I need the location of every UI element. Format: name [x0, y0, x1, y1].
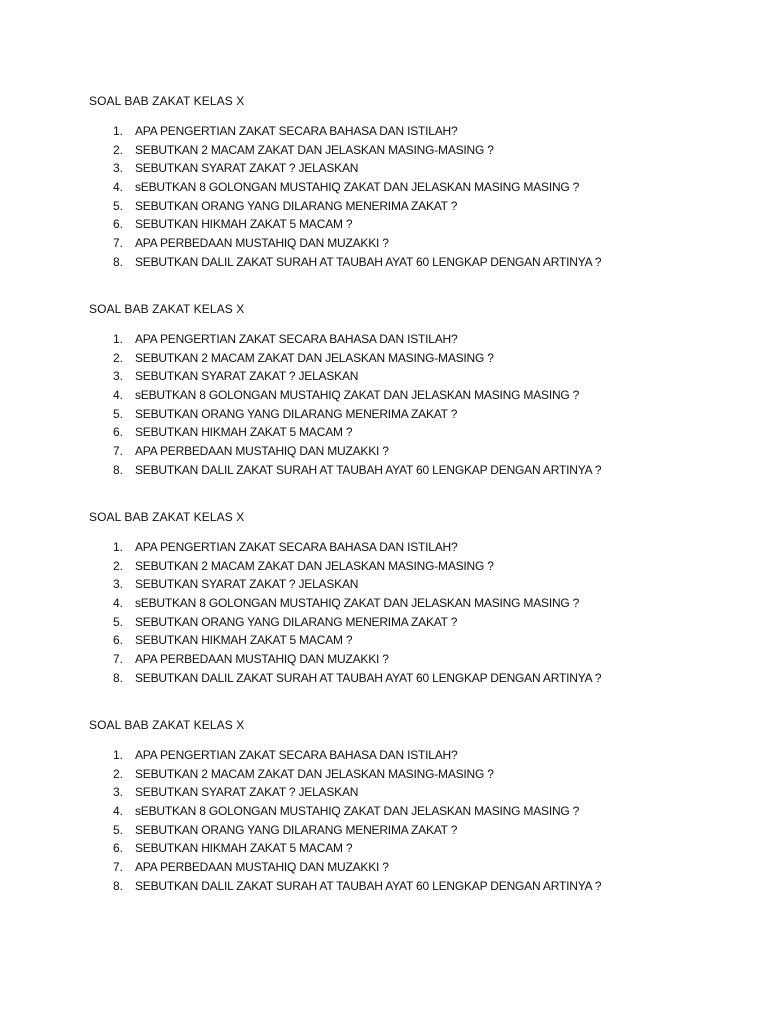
section-title: SOAL BAB ZAKAT KELAS X: [89, 718, 245, 732]
question-item: [89, 746, 729, 765]
question-number: 3.: [113, 161, 124, 176]
question-text: SEBUTKAN DALIL ZAKAT SURAH AT TAUBAH AYAT 60 LENGKAP DENGAN ARTINYA ?: [135, 878, 602, 893]
question-number: 5.: [113, 614, 124, 629]
question-text: sEBUTKAN 8 GOLONGAN MUSTAHIQ ZAKAT DAN JELASKAN MASING MASING ?: [135, 388, 580, 403]
question-number: 5.: [113, 822, 124, 837]
question-item: [89, 234, 729, 253]
question-text: SEBUTKAN ORANG YANG DILARANG MENERIMA ZAKAT ?: [135, 198, 458, 213]
question-text: SEBUTKAN ORANG YANG DILARANG MENERIMA ZAKAT ?: [135, 822, 458, 837]
question-item: [89, 669, 729, 688]
question-item: [89, 423, 729, 442]
question-list: [89, 746, 729, 896]
question-text: SEBUTKAN HIKMAH ZAKAT 5 MACAM ?: [135, 217, 353, 232]
question-text: sEBUTKAN 8 GOLONGAN MUSTAHIQ ZAKAT DAN JELASKAN MASING MASING ?: [135, 180, 580, 195]
question-item: [89, 330, 729, 349]
question-number: 6.: [113, 217, 124, 232]
question-item: [89, 159, 729, 178]
question-list: [89, 538, 729, 688]
question-text: APA PERBEDAAN MUSTAHIQ DAN MUZAKKI ?: [135, 236, 389, 251]
question-item: [89, 557, 729, 576]
question-section-1: [89, 94, 729, 272]
question-number: 8.: [113, 878, 124, 893]
question-item: [89, 858, 729, 877]
question-item: [89, 386, 729, 405]
question-item: [89, 461, 729, 480]
question-list: [89, 122, 729, 272]
question-item: [89, 575, 729, 594]
question-item: [89, 442, 729, 461]
question-item: [89, 631, 729, 650]
question-section-4: [89, 718, 729, 896]
question-number: 8.: [113, 462, 124, 477]
question-number: 3.: [113, 785, 124, 800]
question-item: [89, 594, 729, 613]
question-text: SEBUTKAN DALIL ZAKAT SURAH AT TAUBAH AYAT 60 LENGKAP DENGAN ARTINYA ?: [135, 462, 602, 477]
question-number: 4.: [113, 180, 124, 195]
question-section-2: [89, 302, 729, 480]
question-number: 7.: [113, 444, 124, 459]
question-number: 7.: [113, 236, 124, 251]
question-text: SEBUTKAN 2 MACAM ZAKAT DAN JELASKAN MASING-MASING ?: [135, 350, 494, 365]
question-item: [89, 538, 729, 557]
question-number: 2.: [113, 558, 124, 573]
question-text: SEBUTKAN 2 MACAM ZAKAT DAN JELASKAN MASING-MASING ?: [135, 766, 494, 781]
question-text: APA PERBEDAAN MUSTAHIQ DAN MUZAKKI ?: [135, 652, 389, 667]
question-item: [89, 405, 729, 424]
question-section-3: [89, 510, 729, 688]
question-number: 4.: [113, 596, 124, 611]
question-text: APA PERBEDAAN MUSTAHIQ DAN MUZAKKI ?: [135, 860, 389, 875]
section-title: SOAL BAB ZAKAT KELAS X: [89, 94, 245, 108]
question-text: SEBUTKAN SYARAT ZAKAT ? JELASKAN: [135, 161, 359, 176]
question-text: APA PERBEDAAN MUSTAHIQ DAN MUZAKKI ?: [135, 444, 389, 459]
question-text: sEBUTKAN 8 GOLONGAN MUSTAHIQ ZAKAT DAN JELASKAN MASING MASING ?: [135, 596, 580, 611]
question-item: [89, 821, 729, 840]
question-number: 6.: [113, 425, 124, 440]
question-list: [89, 330, 729, 480]
question-number: 4.: [113, 388, 124, 403]
question-item: [89, 613, 729, 632]
question-item: [89, 765, 729, 784]
question-number: 1.: [113, 124, 124, 138]
question-item: [89, 178, 729, 197]
question-number: 4.: [113, 804, 124, 819]
question-number: 2.: [113, 766, 124, 781]
question-text: sEBUTKAN 8 GOLONGAN MUSTAHIQ ZAKAT DAN JELASKAN MASING MASING ?: [135, 804, 580, 819]
question-item: [89, 253, 729, 272]
question-item: [89, 215, 729, 234]
question-text: SEBUTKAN HIKMAH ZAKAT 5 MACAM ?: [135, 425, 353, 440]
question-text: SEBUTKAN ORANG YANG DILARANG MENERIMA ZAKAT ?: [135, 406, 458, 421]
question-text: APA PENGERTIAN ZAKAT SECARA BAHASA DAN ISTILAH?: [135, 748, 458, 762]
question-text: SEBUTKAN 2 MACAM ZAKAT DAN JELASKAN MASING-MASING ?: [135, 142, 494, 157]
question-item: [89, 839, 729, 858]
section-title: SOAL BAB ZAKAT KELAS X: [89, 510, 245, 524]
question-item: [89, 122, 729, 141]
question-item: [89, 650, 729, 669]
question-text: SEBUTKAN DALIL ZAKAT SURAH AT TAUBAH AYAT 60 LENGKAP DENGAN ARTINYA ?: [135, 670, 602, 685]
question-item: [89, 802, 729, 821]
question-text: SEBUTKAN 2 MACAM ZAKAT DAN JELASKAN MASING-MASING ?: [135, 558, 494, 573]
question-text: SEBUTKAN HIKMAH ZAKAT 5 MACAM ?: [135, 841, 353, 856]
question-number: 6.: [113, 841, 124, 856]
question-item: [89, 141, 729, 160]
question-text: SEBUTKAN HIKMAH ZAKAT 5 MACAM ?: [135, 633, 353, 648]
question-number: 2.: [113, 350, 124, 365]
question-number: 7.: [113, 860, 124, 875]
question-number: 5.: [113, 406, 124, 421]
question-item: [89, 349, 729, 368]
question-item: [89, 197, 729, 216]
question-number: 3.: [113, 369, 124, 384]
question-number: 6.: [113, 633, 124, 648]
question-number: 1.: [113, 748, 124, 762]
question-text: SEBUTKAN SYARAT ZAKAT ? JELASKAN: [135, 369, 359, 384]
question-text: APA PENGERTIAN ZAKAT SECARA BAHASA DAN ISTILAH?: [135, 124, 458, 138]
question-number: 2.: [113, 142, 124, 157]
question-text: APA PENGERTIAN ZAKAT SECARA BAHASA DAN ISTILAH?: [135, 332, 458, 346]
question-item: [89, 877, 729, 896]
question-text: SEBUTKAN SYARAT ZAKAT ? JELASKAN: [135, 785, 359, 800]
question-number: 7.: [113, 652, 124, 667]
question-text: SEBUTKAN DALIL ZAKAT SURAH AT TAUBAH AYAT 60 LENGKAP DENGAN ARTINYA ?: [135, 254, 602, 269]
question-text: APA PENGERTIAN ZAKAT SECARA BAHASA DAN ISTILAH?: [135, 540, 458, 554]
question-item: [89, 367, 729, 386]
question-number: 1.: [113, 332, 124, 346]
question-text: SEBUTKAN ORANG YANG DILARANG MENERIMA ZAKAT ?: [135, 614, 458, 629]
question-number: 5.: [113, 198, 124, 213]
question-number: 1.: [113, 540, 124, 554]
question-number: 8.: [113, 670, 124, 685]
question-item: [89, 783, 729, 802]
question-number: 8.: [113, 254, 124, 269]
question-number: 3.: [113, 577, 124, 592]
question-text: SEBUTKAN SYARAT ZAKAT ? JELASKAN: [135, 577, 359, 592]
section-title: SOAL BAB ZAKAT KELAS X: [89, 302, 245, 316]
